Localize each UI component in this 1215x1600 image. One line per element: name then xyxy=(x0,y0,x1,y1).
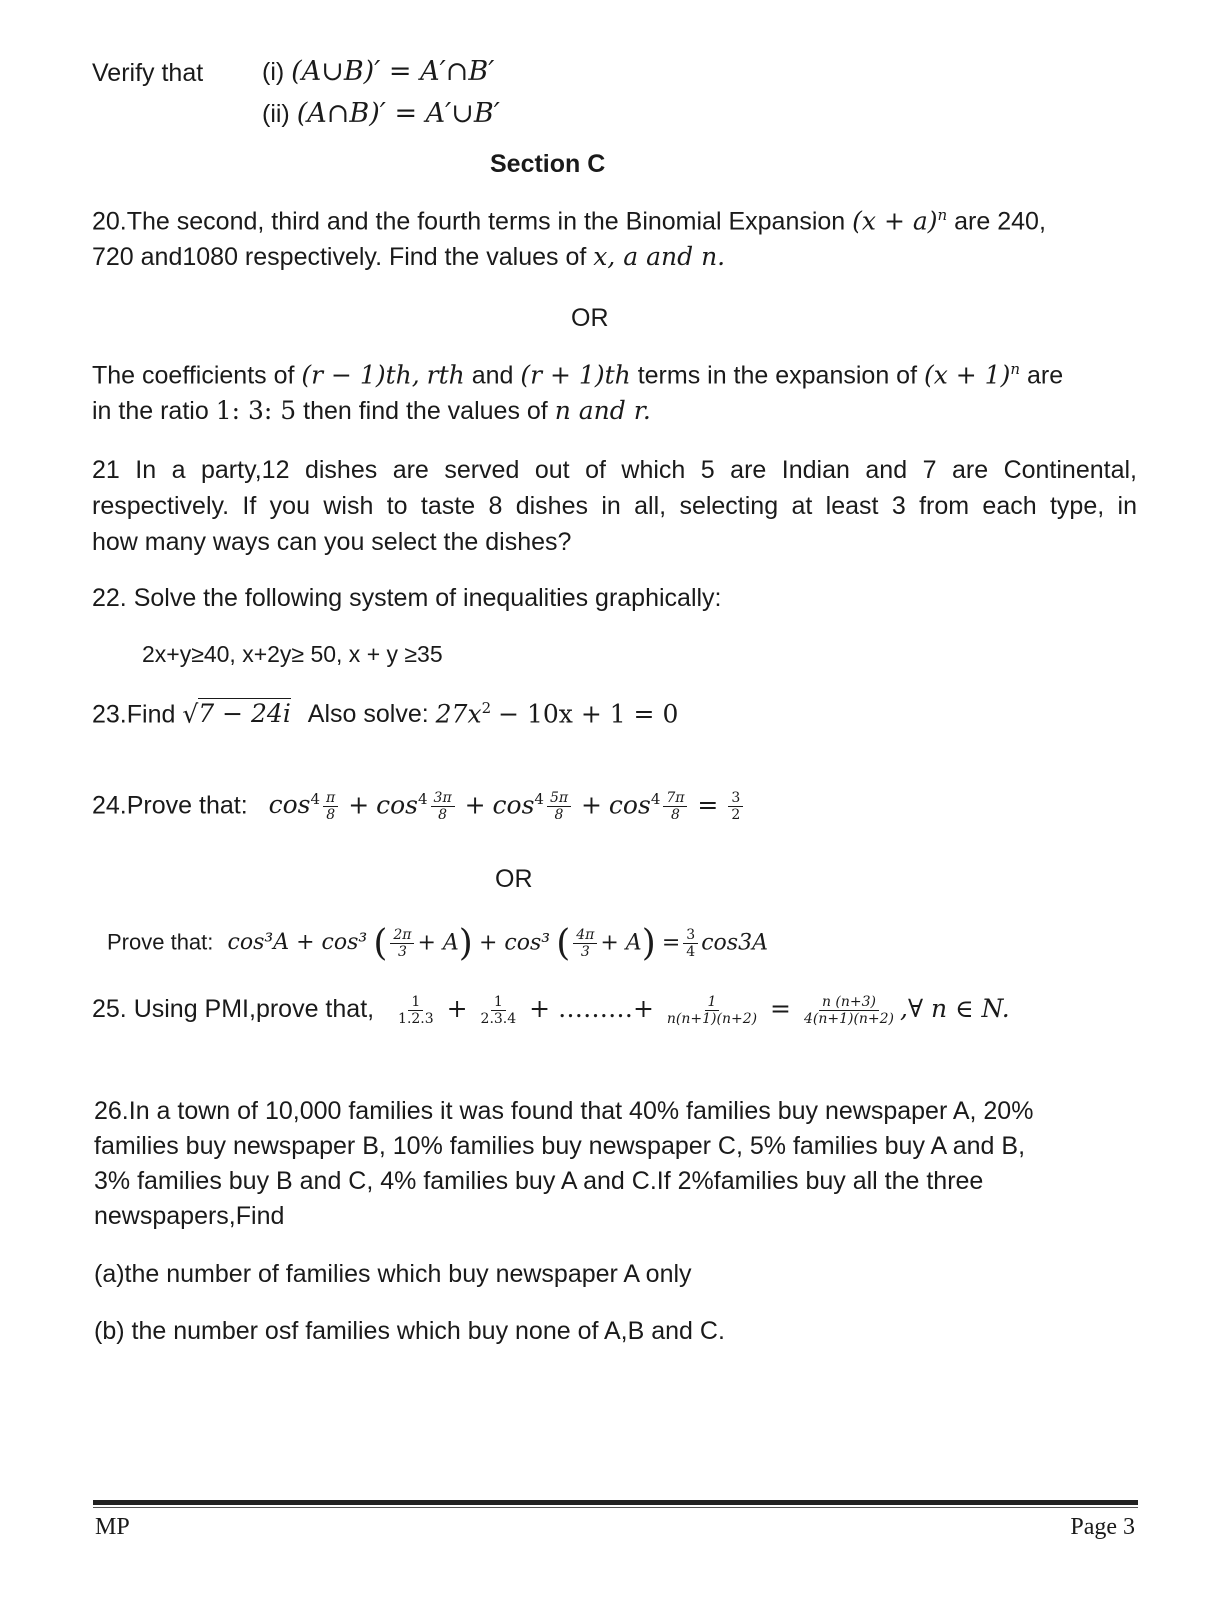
q21-line3: how many ways can you select the dishes? xyxy=(92,528,572,556)
q24-or: OR xyxy=(495,865,533,893)
q24-eq: = xyxy=(697,790,719,820)
q20-alt-line1 xyxy=(92,360,1063,390)
q24-alt-plusA1: + A xyxy=(417,930,459,956)
q26-line4: newspapers,Find xyxy=(94,1202,285,1230)
q26-part-a: (a)the number of families which buy newspaper A only xyxy=(94,1260,692,1288)
q20-alt-post: are xyxy=(1026,361,1064,390)
q24-cos2: cos xyxy=(376,790,418,820)
q24-alt-line xyxy=(107,922,768,965)
q24-rhs: $\frac{3}{2}$ xyxy=(728,790,743,823)
q20-alt-expr5: n and r. xyxy=(554,396,651,425)
q20-line2 xyxy=(92,242,725,272)
q24-cos4: cos xyxy=(608,790,651,820)
q23-find: 23.Find xyxy=(92,700,176,729)
verify-item-ii-expr: (A∩B)′ = A′∪B′ xyxy=(296,98,500,129)
q24-pow3: 4 xyxy=(534,790,544,808)
q23-sqrt-arg: 7 − 24i xyxy=(198,699,291,729)
q24-pow1: 4 xyxy=(310,790,321,808)
q20-alt-ratio-label: in the ratio xyxy=(92,397,209,425)
q25-dots: + ………+ xyxy=(529,994,654,1024)
q25-frac2: $\frac{1}{2.3.4}$ xyxy=(480,994,517,1027)
q23-eq-a: 27x xyxy=(435,699,482,729)
q24-alt-prove: Prove that: xyxy=(107,929,214,955)
q25-frac1: $\frac{1}{1.2.3}$ xyxy=(398,994,434,1027)
q20-binomial-exp: n xyxy=(937,206,948,224)
q26-line1: 26.In a town of 10,000 families it was found that 40% families buy newspaper A, 20% xyxy=(94,1097,1034,1125)
q20-alt-exp: n xyxy=(1010,360,1021,378)
q20-alt-expr2: rth xyxy=(426,360,465,390)
section-title: Section C xyxy=(490,150,606,178)
verify-item-i-expr: (A∪B)′ = A′∩B′ xyxy=(291,56,495,87)
q25-pmi: 25. Using PMI,prove that, xyxy=(92,995,375,1024)
q26-line3: 3% families buy B and C, 4% families buy A and C.If 2%families buy all the three xyxy=(94,1167,984,1195)
q24-plus2: + xyxy=(464,790,486,820)
q20-alt-text3: then find the values of xyxy=(303,397,548,425)
q24-alt-term1: cos³A + cos³ xyxy=(227,930,368,956)
q20-alt-and: and xyxy=(471,361,514,390)
q24-alt-frac1: $\frac{2\pi}{3}$ xyxy=(390,927,414,960)
q20-alt-expr1: (r − 1)th, xyxy=(301,360,420,390)
q24-alt-paren-close2: ) xyxy=(641,923,656,964)
q24-frac1: $\frac{\pi}{8}$ xyxy=(323,790,338,823)
q20-line2-text: 720 and1080 respectively. Find the values of xyxy=(92,243,587,271)
q25-tail: ,∀ n ∈ N. xyxy=(900,994,1010,1024)
q24-line xyxy=(92,790,746,823)
verify-label: Verify that xyxy=(92,59,204,87)
q25-eq: = xyxy=(770,994,791,1024)
q24-alt-paren-close1: ) xyxy=(458,923,473,964)
q20-line2-expr: x, a and n. xyxy=(593,242,726,271)
q24-cos3: cos xyxy=(492,790,535,820)
q20-or: OR xyxy=(571,304,609,332)
q20-alt-line2 xyxy=(92,396,651,426)
q24-prove: 24.Prove that: xyxy=(92,791,248,820)
q23-also: Also solve: xyxy=(307,700,429,729)
q24-frac2: $\frac{3\pi}{8}$ xyxy=(431,790,455,823)
q24-pow2: 4 xyxy=(418,790,428,808)
verify-item-ii xyxy=(262,98,500,130)
q24-cos1: cos xyxy=(268,790,311,820)
q20-alt-text2: terms in the expansion of xyxy=(637,361,918,390)
q20-line1-text: 20.The second, third and the fourth terms in the Binomial Expansion xyxy=(92,207,846,236)
q20-line1-post: are 240, xyxy=(954,207,1046,236)
q24-plus1: + xyxy=(348,790,370,820)
q26-part-b: (b) the number osf families which buy none of A,B and C. xyxy=(94,1317,725,1345)
footer-rule-thin xyxy=(93,1507,1138,1508)
q26-line2: families buy newspaper B, 10% families buy newspaper C, 5% families buy A and B, xyxy=(94,1132,1026,1160)
q24-alt-paren-open1: ( xyxy=(373,923,388,964)
footer-left: MP xyxy=(95,1514,130,1540)
q20-alt-ratio: 1: 3: 5 xyxy=(215,396,297,425)
footer-page-number: Page 3 xyxy=(1070,1514,1135,1540)
q21-line1: 21 In a party,12 dishes are served out of which 5 are Indian and 7 are Continental, xyxy=(92,456,1137,484)
q21-line2: respectively. If you wish to taste 8 dishes in all, selecting at least 3 from each type, in xyxy=(92,492,1137,520)
q22-text: 22. Solve the following system of inequalities graphically: xyxy=(92,584,722,612)
q24-alt-frac2: $\frac{4\pi}{3}$ xyxy=(573,927,597,960)
verify-item-i xyxy=(262,56,494,88)
q24-frac4: $\frac{7\pi}{8}$ xyxy=(663,790,687,823)
q25-frac3: $\frac{1}{n(n+1)(n+2)}$ xyxy=(666,994,758,1027)
q24-alt-paren-open2: ( xyxy=(556,923,571,964)
q20-alt-expr3: (r + 1)th xyxy=(520,360,631,390)
q23-sqrt: √7 − 24i xyxy=(182,699,291,729)
q25-frac4: $\frac{n (n+3)}{4(n+1)(n+2)}$ xyxy=(803,994,895,1027)
q24-alt-rhs-tail: cos3A xyxy=(701,930,768,956)
q23-eq-exp: 2 xyxy=(481,699,492,717)
q24-alt-term2: + cos³ xyxy=(478,930,551,956)
q24-frac3: $\frac{5\pi}{8}$ xyxy=(547,790,571,823)
q20-alt-text1: The coefficients of xyxy=(92,361,295,390)
q24-pow4: 4 xyxy=(650,790,661,808)
q24-plus3: + xyxy=(581,790,602,820)
verify-item-i-label: (i) xyxy=(262,58,285,86)
q23-eq-b: − 10x + 1 = 0 xyxy=(498,699,679,729)
q25-line xyxy=(92,994,1010,1027)
q24-alt-eq: = xyxy=(661,930,681,956)
q20-alt-expr4: (x + 1) xyxy=(923,360,1011,390)
q24-alt-plusA2: + A xyxy=(600,930,642,956)
q25-plus1: + xyxy=(446,994,468,1024)
verify-item-ii-label: (ii) xyxy=(262,100,290,128)
q20-binomial-expr: (x + a) xyxy=(852,206,938,236)
footer-rule xyxy=(93,1500,1138,1505)
q20-line1 xyxy=(92,206,1046,236)
q23-line xyxy=(92,699,678,729)
q22-system: 2x+y≥40, x+2y≥ 50, x + y ≥35 xyxy=(142,641,443,667)
q24-alt-rhs-frac: $\frac{3}{4}$ xyxy=(683,927,698,960)
